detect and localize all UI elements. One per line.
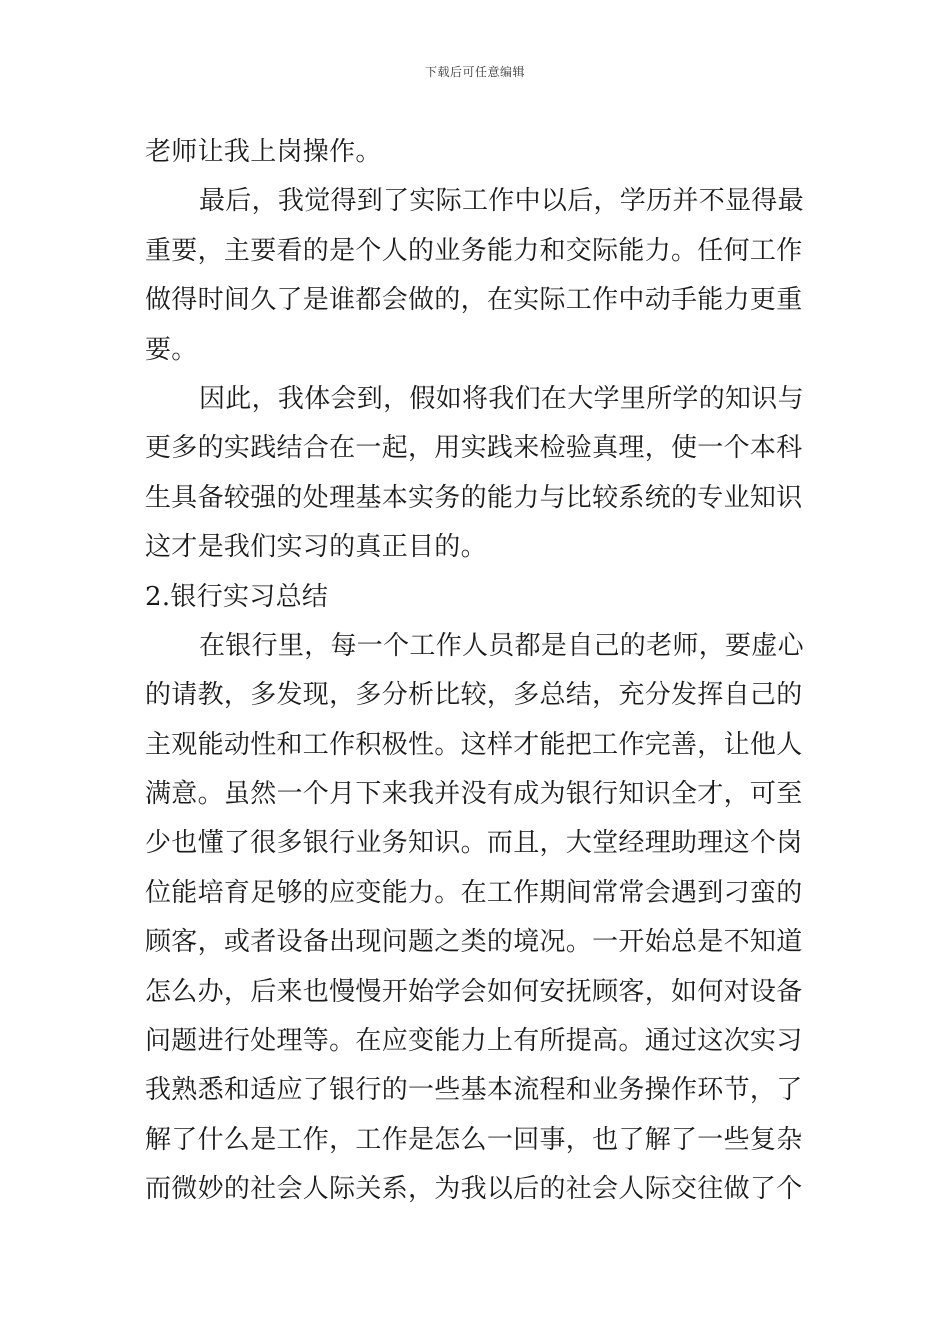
text-line: 问题进行处理等。在应变能力上有所提高。通过这次实习: [145, 1026, 803, 1057]
text-line: 满意。虽然一个月下来我并没有成为银行知识全才，可至: [145, 779, 803, 810]
page-header: 下载后可任意编辑: [424, 65, 525, 79]
text-line: 重要，主要看的是个人的业务能力和交际能力。任何工作: [145, 235, 803, 266]
text-line: 最后，我觉得到了实际工作中以后，学历并不显得最: [199, 186, 804, 217]
text-line: 位能培育足够的应变能力。在工作期间常常会遇到刁蛮的: [145, 877, 803, 908]
body-text: [145, 128, 805, 1215]
text-line: 顾客，或者设备出现问题之类的境况。一开始总是不知道: [145, 927, 803, 958]
text-line: 更多的实践结合在一起，用实践来检验真理，使一个本科: [145, 433, 803, 464]
text-line: 怎么办，后来也慢慢开始学会如何安抚顾客，如何对设备: [145, 976, 803, 1007]
text-line: 解了什么是工作，工作是怎么一回事，也了解了一些复杂: [145, 1124, 803, 1155]
text-line: 2.银行实习总结: [145, 581, 329, 612]
text-line: 在银行里，每一个工作人员都是自己的老师，要虚心: [199, 630, 804, 661]
text-line: 而微妙的社会人际关系，为我以后的社会人际交往做了个: [145, 1174, 803, 1205]
text-line: 要。: [145, 334, 198, 365]
text-line: 生具备较强的处理基本实务的能力与比较系统的专业知识: [145, 482, 803, 513]
text-line: 的请教，多发现，多分析比较，多总结，充分发挥自己的: [145, 680, 803, 711]
text-line: 我熟悉和适应了银行的一些基本流程和业务操作环节，了: [145, 1075, 803, 1106]
text-line: 因此，我体会到，假如将我们在大学里所学的知识与: [199, 383, 804, 414]
text-line: 少也懂了很多银行业务知识。而且，大堂经理助理这个岗: [145, 828, 803, 859]
text-line: 这才是我们实习的真正目的。: [145, 532, 487, 563]
text-line: 主观能动性和工作积极性。这样才能把工作完善，让他人: [145, 729, 803, 760]
text-line: 老师让我上岗操作。: [145, 137, 382, 167]
text-line: 做得时间久了是谁都会做的，在实际工作中动手能力更重: [145, 285, 803, 316]
